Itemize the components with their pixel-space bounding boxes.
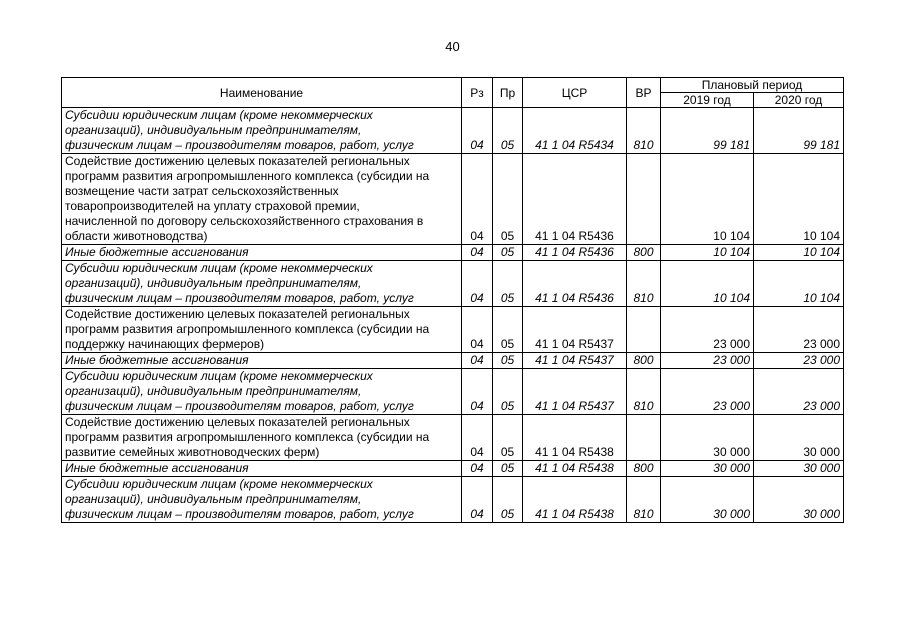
row-pr: 05 — [493, 261, 523, 307]
row-vr — [627, 154, 661, 245]
table-row — [62, 245, 844, 261]
row-csr: 41 1 04 R5438 — [523, 461, 627, 477]
table-body — [62, 108, 844, 523]
row-pr: 05 — [493, 353, 523, 369]
header-year-2019: 2019 год — [661, 93, 754, 108]
row-vr: 810 — [627, 261, 661, 307]
row-2020: 23 000 — [754, 353, 844, 369]
table-row — [62, 415, 844, 461]
row-csr: 41 1 04 R5434 — [523, 108, 627, 154]
budget-table — [61, 77, 844, 523]
row-pr: 05 — [493, 415, 523, 461]
row-name-line: физическим лицам – производителям товаров, работ, услуг — [65, 507, 414, 521]
row-csr: 41 1 04 R5436 — [523, 154, 627, 245]
header-name: Наименование — [62, 78, 462, 108]
row-rz: 04 — [462, 369, 493, 415]
row-name — [62, 353, 462, 369]
row-2020: 30 000 — [754, 477, 844, 523]
row-vr — [627, 307, 661, 353]
row-2020: 10 104 — [754, 261, 844, 307]
row-2019: 23 000 — [661, 307, 754, 353]
row-name-line: начисленной по договору сельскохозяйственного страхования в — [65, 214, 424, 228]
row-name-line: Иные бюджетные ассигнования — [65, 461, 249, 475]
row-name-line: физическим лицам – производителям товаров, работ, услуг — [65, 138, 414, 152]
row-vr: 810 — [627, 369, 661, 415]
row-csr: 41 1 04 R5438 — [523, 415, 627, 461]
table-row — [62, 108, 844, 154]
row-name-line: Субсидии юридическим лицам (кроме некоммерческих — [65, 369, 373, 383]
row-name — [62, 261, 462, 307]
table-row — [62, 154, 844, 245]
row-name-line: Содействие достижению целевых показателей региональных — [65, 307, 410, 321]
row-pr: 05 — [493, 307, 523, 353]
row-csr: 41 1 04 R5436 — [523, 261, 627, 307]
header-year-2020: 2020 год — [754, 93, 844, 108]
row-2020: 30 000 — [754, 461, 844, 477]
row-name-line: организаций), индивидуальным предпринимателям, — [65, 276, 362, 290]
header-rz: Рз — [462, 78, 493, 108]
row-2019: 10 104 — [661, 154, 754, 245]
row-name — [62, 477, 462, 523]
row-pr: 05 — [493, 369, 523, 415]
table-row — [62, 353, 844, 369]
row-csr: 41 1 04 R5437 — [523, 369, 627, 415]
header-vr: ВР — [627, 78, 661, 108]
row-name-line: программ развития агропромышленного комплекса (субсидии на — [65, 322, 430, 336]
row-rz: 04 — [462, 307, 493, 353]
row-pr: 05 — [493, 461, 523, 477]
row-2020: 23 000 — [754, 369, 844, 415]
row-2019: 30 000 — [661, 477, 754, 523]
row-2020: 10 104 — [754, 245, 844, 261]
row-vr: 810 — [627, 108, 661, 154]
row-name-line: программ развития агропромышленного комплекса (субсидии на — [65, 430, 430, 444]
header-csr: ЦСР — [523, 78, 627, 108]
row-name-line: Содействие достижению целевых показателей региональных — [65, 415, 410, 429]
table-row — [62, 369, 844, 415]
row-2020: 10 104 — [754, 154, 844, 245]
row-pr: 05 — [493, 477, 523, 523]
header-planned-period: Плановый период — [661, 78, 844, 93]
row-name-line: Субсидии юридическим лицам (кроме некоммерческих — [65, 261, 373, 275]
row-name-line: физическим лицам – производителям товаров, работ, услуг — [65, 291, 414, 305]
row-name — [62, 154, 462, 245]
row-2019: 30 000 — [661, 461, 754, 477]
row-name-line: организаций), индивидуальным предпринимателям, — [65, 492, 362, 506]
row-name-line: области животноводства) — [65, 229, 208, 243]
row-name-line: развитие семейных животноводческих ферм) — [65, 445, 320, 459]
row-2019: 10 104 — [661, 245, 754, 261]
row-rz: 04 — [462, 261, 493, 307]
row-name — [62, 108, 462, 154]
row-rz: 04 — [462, 461, 493, 477]
row-name — [62, 369, 462, 415]
row-rz: 04 — [462, 154, 493, 245]
row-pr: 05 — [493, 108, 523, 154]
header-pr: Пр — [493, 78, 523, 108]
row-name-line: поддержку начинающих фермеров) — [65, 337, 265, 351]
row-pr: 05 — [493, 154, 523, 245]
row-name-line: организаций), индивидуальным предпринимателям, — [65, 123, 362, 137]
row-name-line: возмещение части затрат сельскохозяйственных — [65, 184, 339, 198]
row-rz: 04 — [462, 245, 493, 261]
row-name-line: Субсидии юридическим лицам (кроме некоммерческих — [65, 477, 373, 491]
table-row — [62, 461, 844, 477]
row-csr: 41 1 04 R5437 — [523, 353, 627, 369]
table-row — [62, 307, 844, 353]
row-rz: 04 — [462, 353, 493, 369]
row-name-line: Иные бюджетные ассигнования — [65, 353, 249, 367]
row-2019: 23 000 — [661, 353, 754, 369]
row-vr — [627, 415, 661, 461]
table-row — [62, 477, 844, 523]
row-pr: 05 — [493, 245, 523, 261]
row-2020: 99 181 — [754, 108, 844, 154]
page-number: 40 — [445, 39, 460, 54]
row-vr: 800 — [627, 353, 661, 369]
row-rz: 04 — [462, 477, 493, 523]
row-vr: 800 — [627, 461, 661, 477]
row-2019: 99 181 — [661, 108, 754, 154]
row-name-line: Иные бюджетные ассигнования — [65, 245, 249, 259]
row-2019: 23 000 — [661, 369, 754, 415]
row-name — [62, 415, 462, 461]
row-rz: 04 — [462, 415, 493, 461]
row-csr: 41 1 04 R5438 — [523, 477, 627, 523]
row-name — [62, 461, 462, 477]
row-name-line: Содействие достижению целевых показателей региональных — [65, 154, 410, 168]
row-2019: 30 000 — [661, 415, 754, 461]
row-name-line: программ развития агропромышленного комплекса (субсидии на — [65, 169, 430, 183]
row-2020: 30 000 — [754, 415, 844, 461]
table-row — [62, 261, 844, 307]
row-2019: 10 104 — [661, 261, 754, 307]
row-csr: 41 1 04 R5436 — [523, 245, 627, 261]
row-csr: 41 1 04 R5437 — [523, 307, 627, 353]
table-header — [62, 78, 844, 108]
row-2020: 23 000 — [754, 307, 844, 353]
row-name-line: товаропроизводителей на уплату страховой премии, — [65, 199, 360, 213]
row-rz: 04 — [462, 108, 493, 154]
row-name-line: организаций), индивидуальным предпринимателям, — [65, 384, 362, 398]
row-name-line: Субсидии юридическим лицам (кроме некоммерческих — [65, 108, 373, 122]
row-vr: 800 — [627, 245, 661, 261]
row-vr: 810 — [627, 477, 661, 523]
row-name — [62, 245, 462, 261]
row-name — [62, 307, 462, 353]
row-name-line: физическим лицам – производителям товаров, работ, услуг — [65, 399, 414, 413]
